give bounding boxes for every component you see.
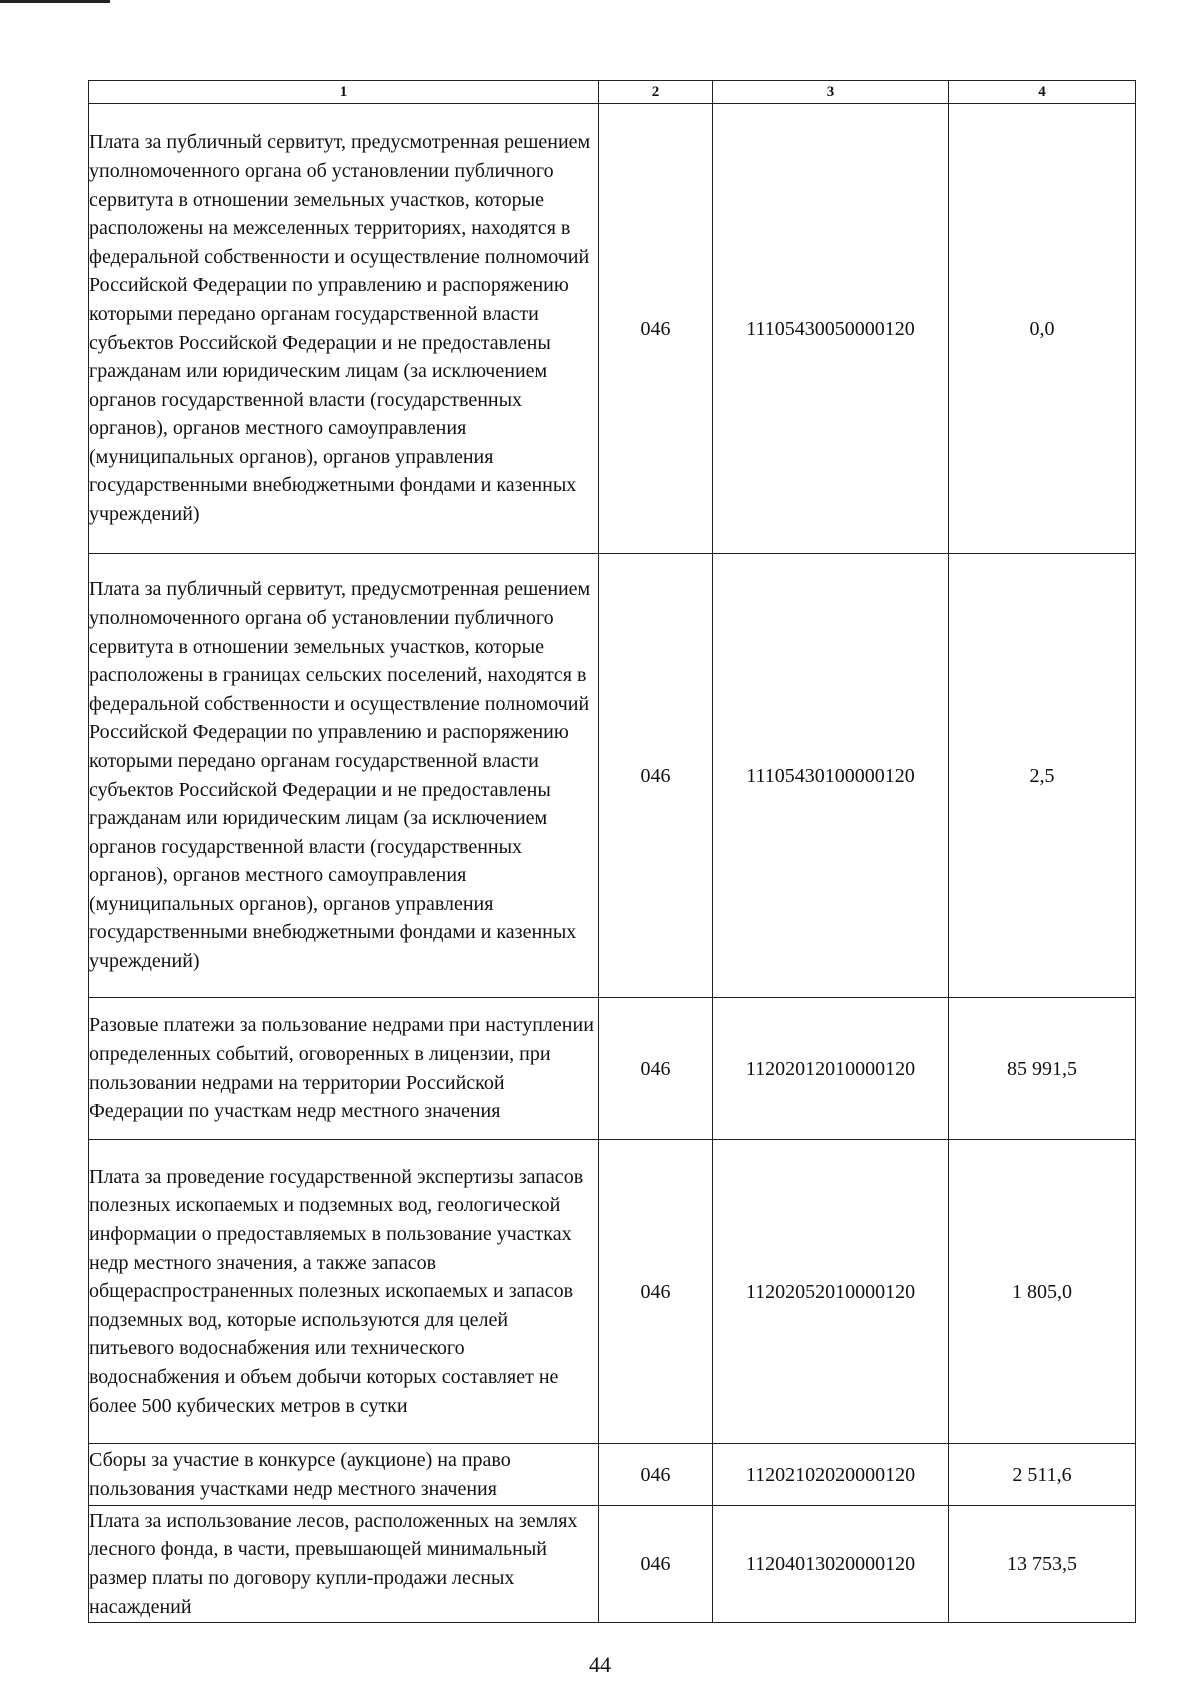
row-budget-code: 11105430100000120 [713, 554, 949, 998]
table-row [89, 1506, 1136, 1623]
row-admin-code: 046 [599, 1444, 713, 1506]
header-col-1: 1 [89, 81, 599, 104]
row-budget-code: 11202012010000120 [713, 998, 949, 1140]
table-row [89, 104, 1136, 554]
header-col-3: 3 [713, 81, 949, 104]
row-description: Сборы за участие в конкурсе (аукционе) на право пользования участками недр местного значения [89, 1444, 599, 1506]
row-admin-code: 046 [599, 104, 713, 554]
row-admin-code: 046 [599, 998, 713, 1140]
row-amount: 1 805,0 [949, 1140, 1136, 1444]
row-amount: 2 511,6 [949, 1444, 1136, 1506]
row-description: Плата за использование лесов, расположенных на землях лесного фонда, в части, превышающей минимальный размер платы по договору купли-продажи лесных насаждений [89, 1506, 599, 1623]
table-row [89, 1140, 1136, 1444]
row-amount: 85 991,5 [949, 998, 1136, 1140]
row-description: Плата за проведение государственной экспертизы запасов полезных ископаемых и подземных вод, геологической информации о предоставляемых в пользование участках недр местного значения, а также запасов общераспространенных полезных ископаемых и запасов подземных вод, которые используются для целей питьевого водоснабжения или технического водоснабжения и объем добычи которых составляет не более 500 кубических метров в сутки [89, 1140, 599, 1444]
row-amount: 13 753,5 [949, 1506, 1136, 1623]
table-row [89, 554, 1136, 998]
row-budget-code: 11202102020000120 [713, 1444, 949, 1506]
row-budget-code: 11105430050000120 [713, 104, 949, 554]
header-col-2: 2 [599, 81, 713, 104]
table-row [89, 998, 1136, 1140]
budget-revenue-table [88, 80, 1136, 1623]
row-admin-code: 046 [599, 554, 713, 998]
header-col-4: 4 [949, 81, 1136, 104]
row-description: Разовые платежи за пользование недрами при наступлении определенных событий, оговоренных в лицензии, при пользовании недрами на территории Российской Федерации по участкам недр местного значения [89, 998, 599, 1140]
row-amount: 0,0 [949, 104, 1136, 554]
row-budget-code: 11204013020000120 [713, 1506, 949, 1623]
table-header-row [89, 81, 1136, 104]
page-number: 44 [589, 1652, 611, 1677]
scan-edge-mark [0, 0, 110, 3]
row-description: Плата за публичный сервитут, предусмотренная решением уполномоченного органа об установлении публичного сервитута в отношении земельных участков, которые расположены в границах сельских поселений, находятся в федеральной собственности и осуществление полномочий Российской Федерации по управлению и распоряжению которыми передано органам государственной власти субъектов Российской Федерации и не предоставлены гражданам или юридическим лицам (за исключением органов государственной власти (государственных органов), органов местного самоуправления (муниципальных органов), органов управления государственными внебюджетными фондами и казенных учреждений) [89, 554, 599, 998]
row-amount: 2,5 [949, 554, 1136, 998]
row-admin-code: 046 [599, 1506, 713, 1623]
table-row [89, 1444, 1136, 1506]
row-description: Плата за публичный сервитут, предусмотренная решением уполномоченного органа об установлении публичного сервитута в отношении земельных участков, которые расположены на межселенных территориях, находятся в федеральной собственности и осуществление полномочий Российской Федерации по управлению и распоряжению которыми передано органам государственной власти субъектов Российской Федерации и не предоставлены гражданам или юридическим лицам (за исключением органов государственной власти (государственных органов), органов местного самоуправления (муниципальных органов), органов управления государственными внебюджетными фондами и казенных учреждений) [89, 104, 599, 554]
row-admin-code: 046 [599, 1140, 713, 1444]
row-budget-code: 11202052010000120 [713, 1140, 949, 1444]
